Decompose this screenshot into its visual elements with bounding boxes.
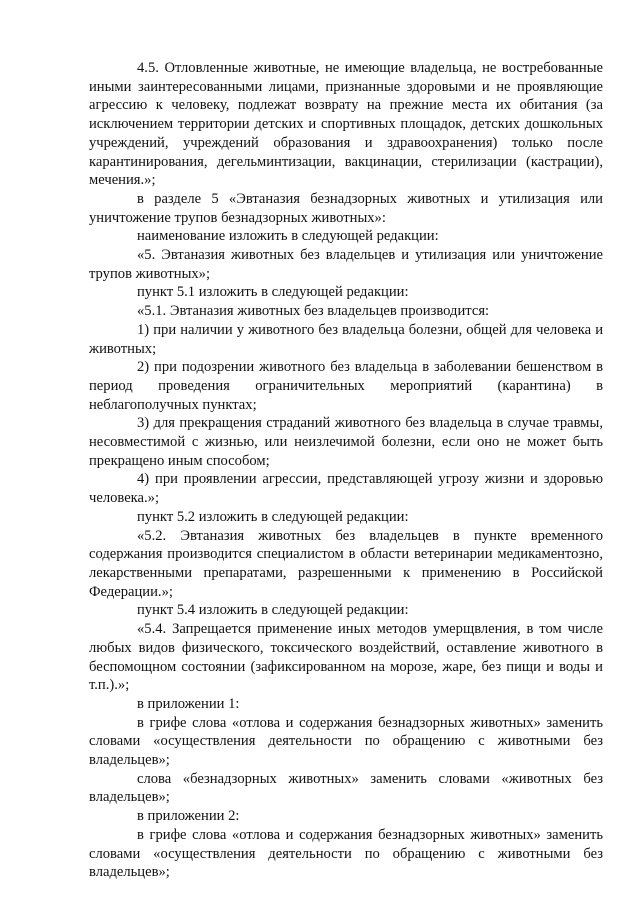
paragraph-5-2-text: «5.2. Эвтаназия животных без владельцев в пункте временного содержания производится специалистом в области ветеринарии медикаментозно, лекарственными препаратами, разрешенными к применению в Российской Федерации.»; [89,527,603,600]
paragraph-title-change-intro: наименование изложить в следующей редакции: [137,228,439,245]
paragraph-5-4-text: «5.4. Запрещается применение иных методов умерщвления, в том числе любых видов физического, токсического воздействий, оставление животного в беспомощном состоянии (зафиксированном на морозе, жаре, без пищи и воды и т.п.).»; [89,621,603,694]
paragraph-5-1-item-2: 2) при подозрении животного без владельца в заболевании бешенством в период проведения ограничительных мероприятий (карантина) в неблагополучных пунктах; [89,359,603,413]
paragraph-5-1-item-3: 3) для прекращения страданий животного без владельца в случае травмы, несовместимой с жизнью, или неизлечимой болезни, если оно не может быть прекращено иным способом; [89,415,603,469]
paragraph-section-5-intro: в разделе 5 «Эвтаназия безнадзорных животных и утилизация или уничтожение трупов безнадзорных животных»: [89,190,603,226]
paragraph-5-1-intro: пункт 5.1 изложить в следующей редакции: [137,284,409,301]
paragraph-5-1-item-1: 1) при наличии у животного без владельца болезни, общей для человека и животных; [89,321,603,357]
paragraph-5-1-text: «5.1. Эвтаназия животных без владельцев производится: [137,303,490,320]
paragraph-appendix-2-intro: в приложении 2: [137,808,240,825]
paragraph-appendix-1-words-change: слова «безнадзорных животных» заменить словами «животных без владельцев»; [89,770,603,806]
paragraph-5-2-intro: пункт 5.2 изложить в следующей редакции: [137,508,409,525]
paragraph-appendix-1-intro: в приложении 1: [137,695,240,712]
paragraph-section-5-new-title: «5. Эвтаназия животных без владельцев и утилизация или уничтожение трупов животных»; [89,247,603,282]
paragraph-5-1-item-4: 4) при проявлении агрессии, представляющей угрозу жизни и здоровью человека.»; [89,471,603,507]
paragraph-5-4-intro: пункт 5.4 изложить в следующей редакции: [137,602,409,619]
paragraph-appendix-1-heading-change: в грифе слова «отлова и содержания безнадзорных животных» заменить словами «осуществления деятельности по обращению с животными без владельцев»; [89,714,603,769]
paragraph-appendix-2-heading-change: в грифе слова «отлова и содержания безнадзорных животных» заменить словами «осуществления деятельности по обращению с животными без владельцев»; [89,826,603,881]
paragraph-4-5-release-of-animals: 4.5. Отловленные животные, не имеющие владельца, не востребованные иными заинтересованными лицами, признанные здоровыми и не проявляющие агрессию к человеку, подлежат возврату на прежние места их обитания (за исключением территории детских и спортивных площадок, детских дошкольных учреждений, учреждений образования и здравоохранения) только после карантинирования, дегельминтизации, вакцинации, стерилизации (кастрации), мечения.»; [89,60,603,189]
document-page [89,59,603,882]
